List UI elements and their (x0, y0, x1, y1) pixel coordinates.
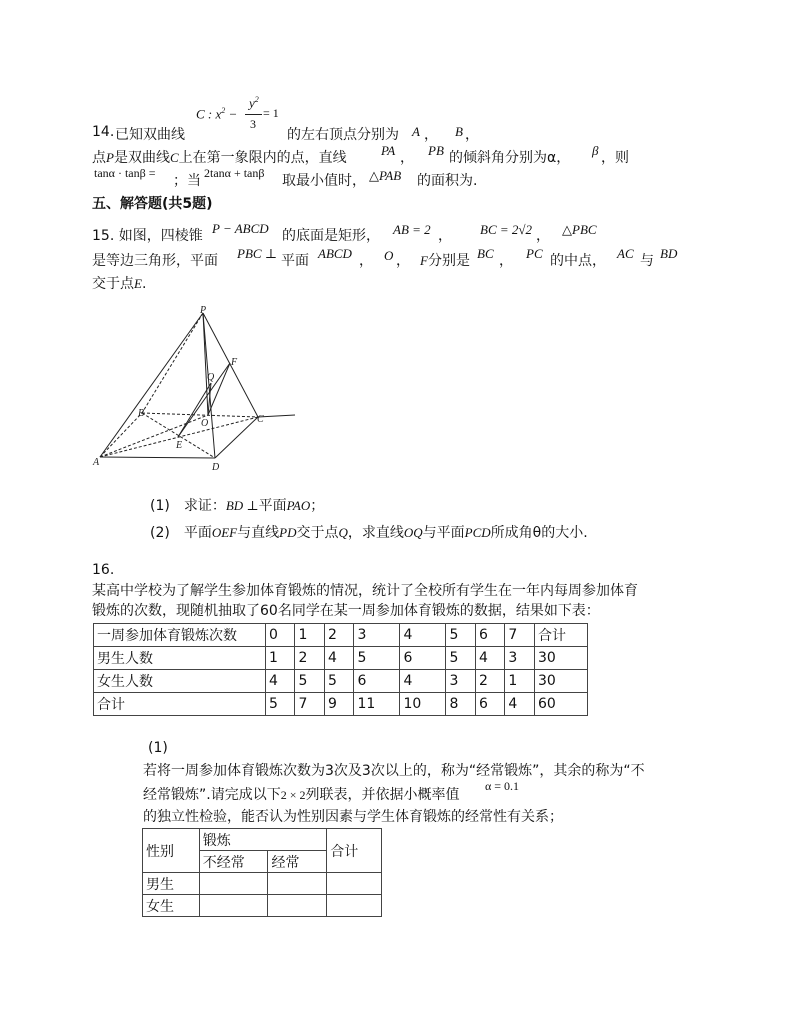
q16-sub1-line2: 经常锻炼”.请完成以下2 × 2列联表，并依据小概率值 (143, 787, 460, 803)
q14-var-PA: PA (381, 143, 396, 158)
table-cell: 4 (266, 670, 295, 693)
table-cell: 30 (535, 647, 588, 670)
row-male: 男生 (143, 873, 200, 895)
q14-text-angles: 的倾斜角分别为α， (449, 150, 571, 166)
table-cell: 4 (400, 624, 446, 647)
q14-var-A: A (412, 124, 420, 139)
q15-line2-text: 是等边三角形，平面 (92, 253, 218, 269)
q14-equation-left: C : $x^2$ − (196, 106, 238, 122)
table-cell: 4 (400, 670, 446, 693)
q14-var-PB: PB (428, 143, 444, 158)
edge-PA (100, 313, 203, 457)
fig-label: O (201, 418, 209, 429)
q15-BD-seg: BD (660, 246, 678, 261)
fig-label: B (138, 408, 145, 419)
table-cell: 女生人数 (94, 670, 266, 693)
table-cell: 11 (354, 693, 400, 716)
q14-line2: 点P是双曲线C上在第一象限内的点，直线 (92, 150, 347, 166)
table-cell: 4 (505, 693, 535, 716)
table-row (94, 624, 588, 647)
q14-var-beta: β (592, 143, 599, 158)
table-cell: 合计 (535, 624, 588, 647)
table-cell: 9 (324, 693, 353, 716)
table-row (143, 895, 382, 917)
table-cell: 5 (324, 670, 353, 693)
q14-text-area: 的面积为. (417, 173, 478, 189)
table-cell: 60 (535, 693, 588, 716)
table-cell: 2 (475, 670, 504, 693)
table-cell-blank (327, 873, 382, 895)
q15-F-text: F分别是 (420, 253, 470, 269)
table-cell: 6 (475, 693, 504, 716)
q16-sub1-number: (1) (148, 740, 168, 756)
header-often: 经常 (268, 851, 327, 873)
table-cell: 8 (446, 693, 475, 716)
q14-expr-triangle: △PAB (369, 168, 402, 183)
row-female: 女生 (143, 895, 200, 917)
fig-label: A (93, 457, 100, 468)
q14-fraction-bar (245, 114, 262, 115)
table-cell: 1 (505, 670, 535, 693)
q15-triangle: △PBC (562, 222, 597, 237)
q15-sep: ， (396, 253, 410, 269)
q15-pyramid: P − ABCD (212, 221, 269, 236)
seg-AO (100, 415, 208, 457)
table-cell: 合计 (94, 693, 266, 716)
edge-AD (100, 457, 215, 458)
table-cell: 3 (505, 647, 535, 670)
q15-sep: ， (536, 228, 550, 244)
q14-expr-sum: 2tanα + tanβ (204, 166, 265, 180)
q14-fraction-den: 3 (250, 117, 256, 131)
q15-line3: 交于点E. (92, 276, 147, 292)
q16-sub1-line3: 的独立性检验，能否认为性别因素与学生体育锻炼的经常性有关系； (143, 809, 563, 825)
table-cell: 一周参加体育锻炼次数 (94, 624, 266, 647)
table-cell-blank (199, 895, 268, 917)
header-not-often: 不经常 (199, 851, 268, 873)
table-cell: 3 (354, 624, 400, 647)
q14-text-vertices: 的左右顶点分别为 (287, 127, 399, 143)
q14-text-min: 取最小值时， (282, 173, 366, 189)
q16-intro-line2: 锻炼的次数，现随机抽取了60名同学在某一周参加体育锻炼的数据，结果如下表： (92, 603, 600, 619)
q16-number: 16. (92, 562, 115, 578)
q15-plane-ABCD: ABCD (318, 246, 352, 261)
table-cell: 1 (295, 624, 324, 647)
q14-sep: ， (400, 150, 414, 166)
q15-sep: ， (438, 228, 452, 244)
q15-plane-word: 平面 (281, 253, 309, 269)
q14-number: 14. (92, 124, 115, 140)
table-cell: 1 (266, 647, 295, 670)
table-cell: 30 (535, 670, 588, 693)
q14-expr-product: tanα · tanβ = (94, 166, 156, 180)
table-cell: 7 (295, 693, 324, 716)
table-row (94, 693, 588, 716)
table-row (143, 829, 382, 851)
table-row (94, 647, 588, 670)
q15-AC-seg: AC (617, 246, 634, 261)
q15-PC-seg: PC (526, 246, 543, 261)
table-cell: 5 (446, 624, 475, 647)
edge-BC (142, 413, 258, 417)
q14-var-B: B (455, 124, 463, 139)
q15-BC: BC = 2√2 (480, 222, 533, 237)
q14-sep: ， (465, 127, 479, 143)
table-cell: 5 (446, 647, 475, 670)
q15-midpoint-text: 的中点， (550, 253, 606, 269)
q15-sep: ， (359, 253, 373, 269)
table-cell-blank (199, 873, 268, 895)
q14-text-then: ，则 (601, 150, 629, 166)
table-cell: 0 (266, 624, 295, 647)
q15-plane-PBC: PBC ⊥ (237, 246, 278, 261)
q14-answer-blank-1: ；当 (173, 173, 201, 189)
q15-BC-seg: BC (477, 246, 494, 261)
table-cell: 5 (266, 693, 295, 716)
table-row (143, 873, 382, 895)
table-cell-blank (327, 895, 382, 917)
edge-DC (215, 417, 258, 458)
pyramid-figure (90, 305, 305, 475)
table-cell: 4 (324, 647, 353, 670)
table-cell: 3 (446, 670, 475, 693)
header-total: 合计 (327, 829, 382, 873)
table-cell: 2 (295, 647, 324, 670)
header-exercise: 锻炼 (199, 829, 326, 851)
diag-AC (100, 417, 258, 457)
q14-fraction-num: $y^2$ (249, 95, 259, 111)
table-cell: 5 (295, 670, 324, 693)
table-cell: 6 (354, 670, 400, 693)
q14-text-intro: 已知双曲线 (115, 127, 185, 143)
section-heading: 五、解答题(共5题) (92, 196, 213, 212)
q16-alpha: α = 0.1 (485, 779, 520, 793)
q15-sub2: (2) 平面OEF与直线PD交于点Q，求直线OQ与平面PCD所成角θ的大小. (150, 525, 588, 541)
fig-label: C (257, 414, 264, 425)
q15-line1-text: 15. 如图，四棱锥 (92, 228, 203, 244)
table-cell: 6 (400, 647, 446, 670)
q16-intro-line1: 某高中学校为了解学生参加体育锻炼的情况，统计了全校所有学生在一年内每周参加体育 (92, 583, 638, 599)
q14-equation-rhs: = 1 (263, 106, 279, 120)
table-cell: 5 (354, 647, 400, 670)
edge-AB (100, 413, 142, 457)
q15-AB: AB = 2 (393, 222, 431, 237)
q15-and: 与 (640, 253, 654, 269)
table-cell: 7 (505, 624, 535, 647)
table-cell: 4 (475, 647, 504, 670)
fig-label: Q (207, 372, 215, 383)
fig-label: P (200, 305, 207, 316)
q14-sep: ， (424, 127, 438, 143)
exercise-frequency-table (93, 623, 588, 716)
fig-label: E (176, 440, 183, 451)
header-gender: 性别 (143, 829, 200, 873)
table-cell: 6 (475, 624, 504, 647)
contingency-table (142, 828, 382, 917)
table-cell: 2 (324, 624, 353, 647)
q15-sub1: (1) 求证：BD ⊥平面PAO； (150, 498, 325, 514)
table-row (94, 670, 588, 693)
table-cell: 男生人数 (94, 647, 266, 670)
q16-sub1-line1: 若将一周参加体育锻炼次数为3次及3次以上的，称为“经常锻炼”，其余的称为“不 (143, 763, 645, 779)
q15-O: O (384, 248, 394, 263)
table-cell: 10 (400, 693, 446, 716)
edge-PB (142, 313, 203, 413)
fig-label: F (231, 357, 238, 368)
table-cell-blank (268, 895, 327, 917)
q15-base-text: 的底面是矩形， (282, 228, 380, 244)
q15-sep: ， (499, 253, 513, 269)
table-cell-blank (268, 873, 327, 895)
fig-label: D (212, 462, 220, 473)
